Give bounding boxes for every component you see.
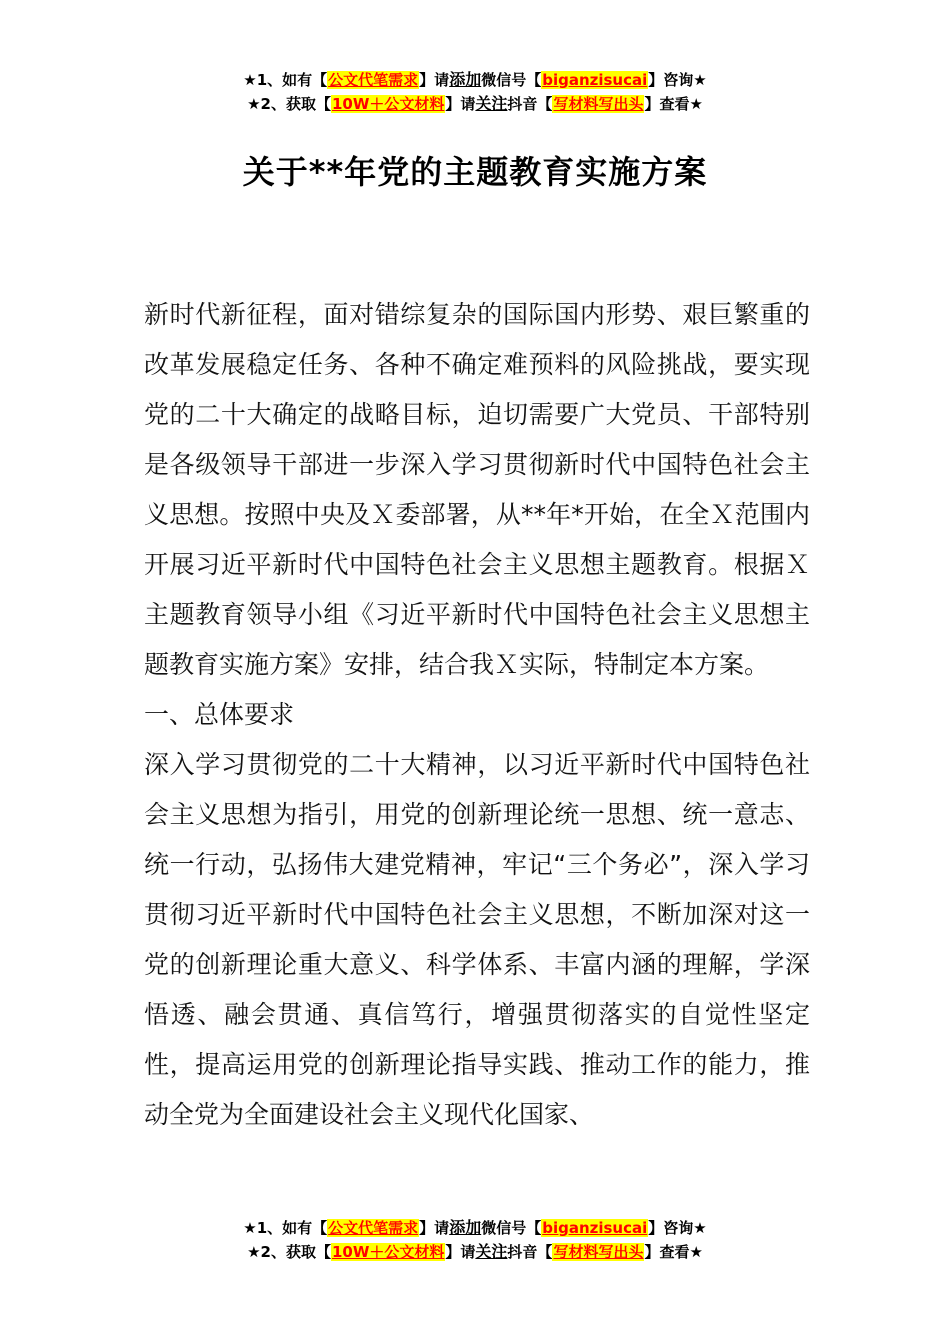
document-title: 关于**年党的主题教育实施方案 xyxy=(242,153,708,191)
promo-emphasis: 添加 xyxy=(449,70,482,89)
promo-text: 微信号【 xyxy=(481,71,542,89)
promo-text: ★2、获取【 xyxy=(247,95,331,113)
promo-highlight: 10W＋公文材料 xyxy=(331,1243,445,1261)
section-heading: 一、总体要求 xyxy=(144,700,295,729)
promo-text: 】咨询★ xyxy=(648,1219,707,1237)
promo-text: 】请 xyxy=(445,95,476,113)
promo-text: 】请 xyxy=(419,1219,450,1237)
promo-highlight: 公文代笔需求 xyxy=(328,71,419,89)
promo-emphasis: 关注 xyxy=(475,1242,508,1261)
paragraph-requirements: 深入学习贯彻党的二十大精神，以习近平新时代中国特色社会主义思想为指引，用党的创新理论统一思想、统一意志、统一行动，弘扬伟大建党精神，牢记“三个务必”，深入学习贯彻习近平新时代中国特色社会主义思想，不断加深对这一党的创新理论重大意义、科学体系、丰富内涵的理解，学深悟透、融会贯通、真信笃行，增强贯彻落实的自觉性坚定性，提高运用党的创新理论指导实践、推动工作的能力，推动全党为全面建设社会主义现代化国家、 xyxy=(144,750,810,1129)
promo-text: ★1、如有【 xyxy=(243,71,328,89)
promo-text: ★2、获取【 xyxy=(247,1243,331,1261)
promo-text: 】请 xyxy=(419,71,450,89)
promo-text: ★1、如有【 xyxy=(243,1219,328,1237)
promo-line-1 xyxy=(0,68,950,92)
promo-header xyxy=(0,68,950,116)
promo-wechat-id: biganzisucai xyxy=(542,1219,648,1237)
promo-footer xyxy=(0,1216,950,1264)
promo-douyin-id: 写材料写出头 xyxy=(553,95,644,113)
promo-text: 抖音【 xyxy=(507,95,553,113)
promo-text: 】查看★ xyxy=(644,95,703,113)
promo-highlight: 10W＋公文材料 xyxy=(331,95,445,113)
paragraph-intro: 新时代新征程，面对错综复杂的国际国内形势、艰巨繁重的改革发展稳定任务、各种不确定难预料的风险挑战，要实现党的二十大确定的战略目标，迫切需要广大党员、干部特别是各级领导干部进一步深入学习贯彻新时代中国特色社会主义思想。按照中央及Ｘ委部署，从**年*开始，在全Ｘ范围内开展习近平新时代中国特色社会主义思想主题教育。根据Ｘ主题教育领导小组《习近平新时代中国特色社会主义思想主题教育实施方案》安排，结合我Ｘ实际，特制定本方案。 xyxy=(144,300,810,679)
promo-emphasis: 关注 xyxy=(475,94,508,113)
promo-line-2 xyxy=(0,1240,950,1264)
promo-wechat-id: biganzisucai xyxy=(542,71,648,89)
promo-text: 】查看★ xyxy=(644,1243,703,1261)
document-body xyxy=(144,290,810,1140)
promo-text: 】咨询★ xyxy=(648,71,707,89)
promo-emphasis: 添加 xyxy=(449,1218,482,1237)
promo-douyin-id: 写材料写出头 xyxy=(553,1243,644,1261)
promo-text: 微信号【 xyxy=(481,1219,542,1237)
promo-line-1 xyxy=(0,1216,950,1240)
promo-highlight: 公文代笔需求 xyxy=(328,1219,419,1237)
promo-text: 抖音【 xyxy=(507,1243,553,1261)
promo-line-2 xyxy=(0,92,950,116)
promo-text: 】请 xyxy=(445,1243,476,1261)
